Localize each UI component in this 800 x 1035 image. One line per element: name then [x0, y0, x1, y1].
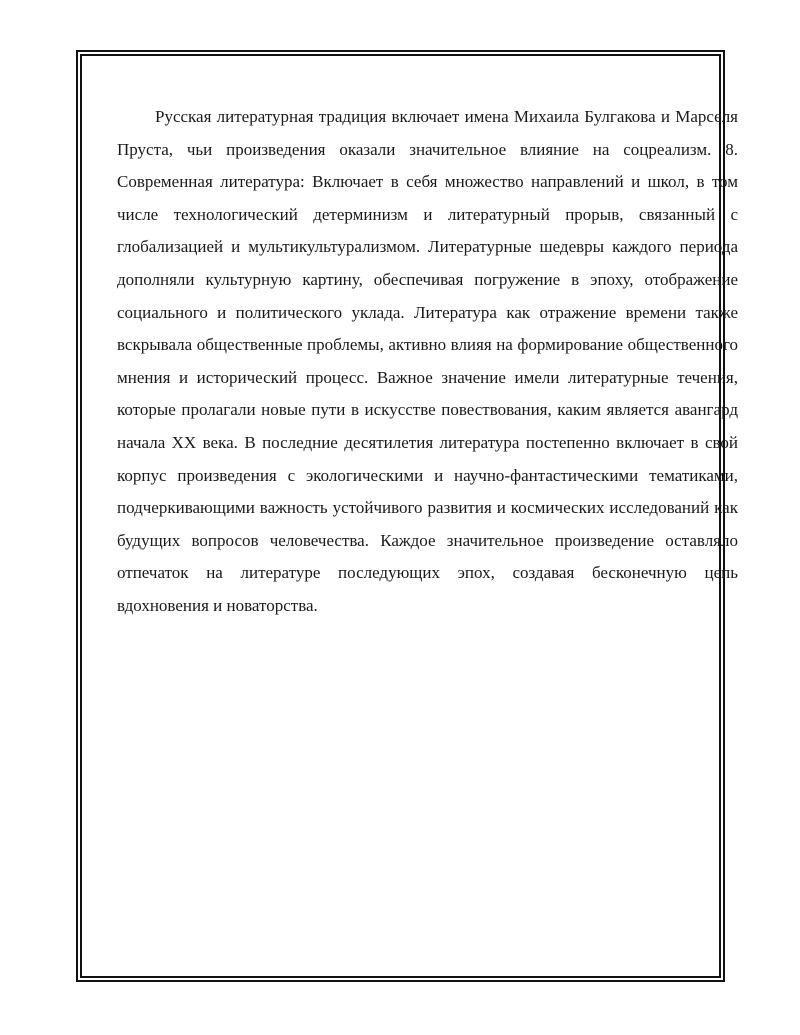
body-paragraph: Русская литературная традиция включает имена Михаила Булгакова и Марселя Пруста, чьи произведения оказали значительное влияние на соцреализм. 8. Современная литература: Включает в себя множество направлений и школ, в том числе технологический детерминизм и литературный прорыв, связанный с глобализацией и мультикультурализмом. Литературные шедевры каждого периода дополняли культурную картину, обеспечивая погружение в эпоху, отображение социального и политического уклада. Литература как отражение времени также вскрывала общественные проблемы, активно влияя на формирование общественного мнения и исторический процесс. Важное значение имели литературные течения, которые пролагали новые пути в искусстве повествования, каким является авангард начала XX века. В последние десятилетия литература постепенно включает в свой корпус произведения с экологическими и научно-фантастическими тематиками, подчеркивающими важность устойчивого развития и космических исследований как будущих вопросов человечества. Каждое значительное произведение оставляло отпечаток на литературе последующих эпох, создавая бесконечную цепь вдохновения и новаторства.: [117, 107, 738, 615]
